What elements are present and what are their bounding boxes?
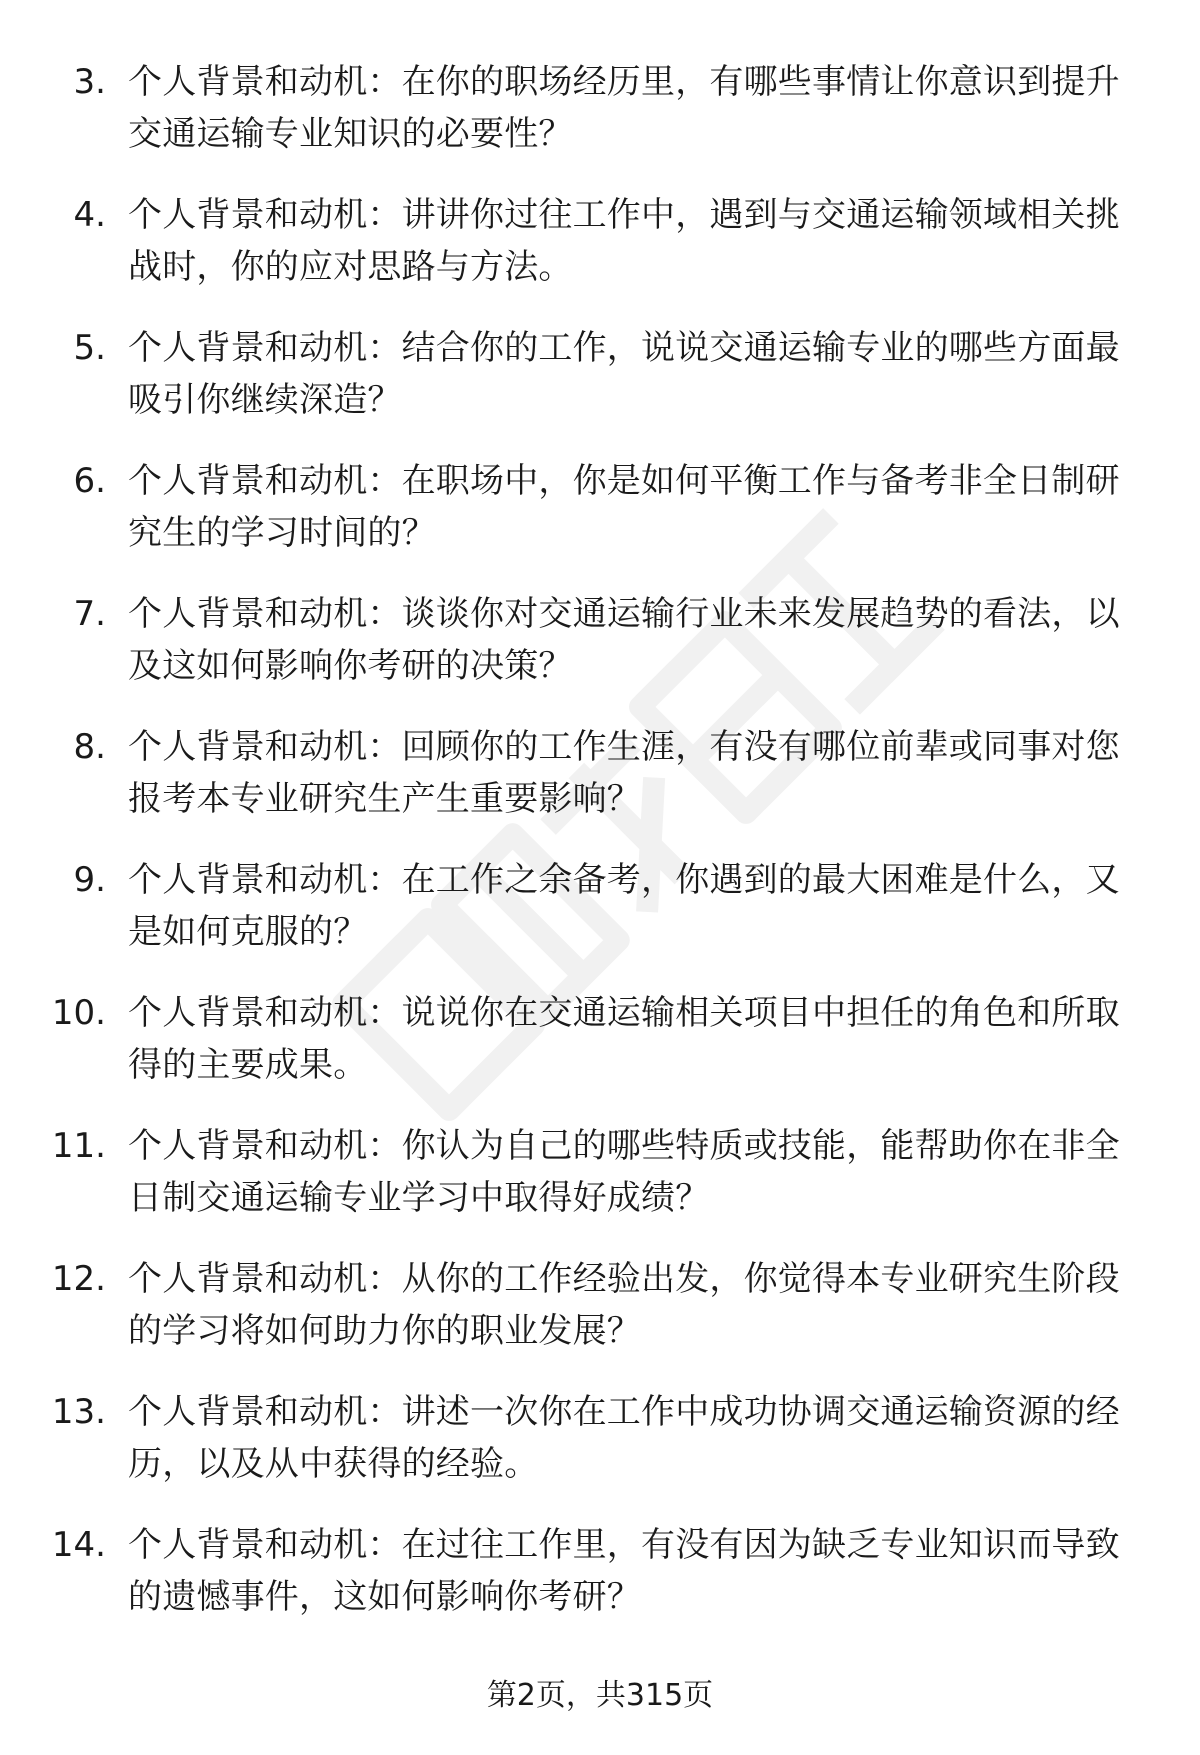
- question-number: 13.: [51, 1392, 106, 1432]
- question-number: 9.: [73, 860, 106, 900]
- question-text: 个人背景和动机：讲述一次你在工作中成功协调交通运输资源的经历，以及从中获得的经验。: [128, 1392, 1120, 1484]
- question-number: 4.: [73, 195, 106, 235]
- question-text: 个人背景和动机：讲讲你过往工作中，遇到与交通运输领域相关挑战时，你的应对思路与方法。: [128, 195, 1120, 287]
- question-list: [0, 56, 1200, 1652]
- question-number: 3.: [73, 62, 106, 102]
- question-text: 个人背景和动机：你认为自己的哪些特质或技能，能帮助你在非全日制交通运输专业学习中取得好成绩？: [128, 1126, 1120, 1218]
- question-text: 个人背景和动机：结合你的工作，说说交通运输专业的哪些方面最吸引你继续深造？: [128, 328, 1120, 420]
- list-item: [0, 455, 1200, 588]
- question-number: 6.: [73, 461, 106, 501]
- question-number: 5.: [73, 328, 106, 368]
- list-item: [0, 1253, 1200, 1386]
- question-text: 个人背景和动机：说说你在交通运输相关项目中担任的角色和所取得的主要成果。: [128, 993, 1120, 1085]
- list-item: [0, 987, 1200, 1120]
- list-item: [0, 1120, 1200, 1253]
- list-item: [0, 322, 1200, 455]
- list-item: [0, 1519, 1200, 1652]
- question-number: 11.: [51, 1126, 106, 1166]
- question-text: 个人背景和动机：在过往工作里，有没有因为缺乏专业知识而导致的遗憾事件，这如何影响你考研？: [128, 1525, 1120, 1617]
- question-number: 7.: [73, 594, 106, 634]
- question-text: 个人背景和动机：回顾你的工作生涯，有没有哪位前辈或同事对您报考本专业研究生产生重要影响？: [128, 727, 1120, 819]
- question-number: 12.: [51, 1259, 106, 1299]
- question-number: 10.: [51, 993, 106, 1033]
- list-item: [0, 721, 1200, 854]
- list-item: [0, 1386, 1200, 1519]
- list-item: [0, 56, 1200, 189]
- question-number: 8.: [73, 727, 106, 767]
- page-footer: 第2页，共315页: [486, 1678, 714, 1713]
- question-text: 个人背景和动机：从你的工作经验出发，你觉得本专业研究生阶段的学习将如何助力你的职业发展？: [128, 1259, 1120, 1351]
- question-text: 个人背景和动机：在职场中，你是如何平衡工作与备考非全日制研究生的学习时间的？: [128, 461, 1120, 553]
- list-item: [0, 588, 1200, 721]
- list-item: [0, 189, 1200, 322]
- question-text: 个人背景和动机：谈谈你对交通运输行业未来发展趋势的看法，以及这如何影响你考研的决策？: [128, 594, 1120, 686]
- question-text: 个人背景和动机：在你的职场经历里，有哪些事情让你意识到提升交通运输专业知识的必要性？: [128, 62, 1120, 154]
- question-text: 个人背景和动机：在工作之余备考，你遇到的最大困难是什么，又是如何克服的？: [128, 860, 1120, 952]
- list-item: [0, 854, 1200, 987]
- question-number: 14.: [51, 1525, 106, 1565]
